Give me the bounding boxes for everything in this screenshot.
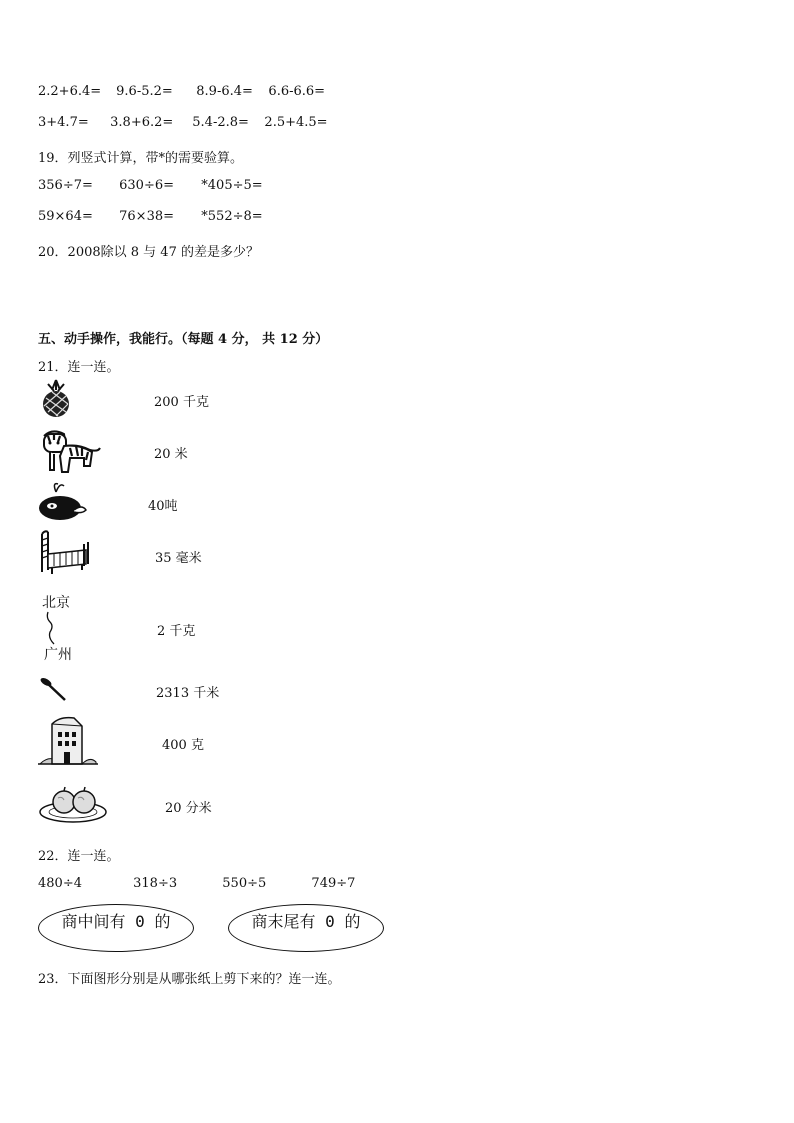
arith-item: 3.8+6.2= [110,115,174,130]
q22-expressions [38,876,355,891]
arith-row-2 [38,115,328,130]
value-label: 20 分米 [165,801,212,816]
calc-item: 356÷7= [38,178,93,193]
value-label: 200 千克 [154,395,209,410]
arith-row-1 [38,84,325,99]
value-label: 2 千克 [157,624,196,639]
arith-item: 6.6-6.6= [268,84,326,99]
q20-text: 20．2008除以 8 与 47 的差是多少？ [38,245,259,260]
arith-item: 2.2+6.4= [38,84,102,99]
whale-icon [38,480,88,522]
map-route-icon [40,610,70,646]
arith-item: 2.5+4.5= [264,115,328,130]
arith-item: 5.4-2.8= [192,115,249,130]
calc-item: 630÷6= [119,178,175,193]
building-icon [38,714,98,768]
q21-title: 21．连一连。 [38,360,120,375]
calc-item: *552÷8= [201,209,263,224]
q19-row-2 [38,209,263,224]
value-label: 40吨 [148,499,178,514]
map-label-guangzhou: 广州 [44,647,72,663]
expression: 749÷7 [311,876,356,891]
arith-item: 3+4.7= [38,115,89,130]
tiger-icon [38,428,102,476]
q23-text: 23．下面图形分别是从哪张纸上剪下来的？连一连。 [38,972,341,987]
pineapple-icon [38,378,74,418]
apples-plate-icon [38,784,108,824]
nail-icon [38,676,68,702]
map-label-beijing: 北京 [42,595,70,611]
section5-heading: 五、动手操作，我能行。（每题 4 分， 共 12 分） [38,332,329,347]
calc-item: 76×38= [119,209,175,224]
expression: 318÷3 [133,876,178,891]
value-label: 2313 千米 [156,686,220,701]
oval-end-zero[interactable]: 商末尾有 0 的 [228,904,384,952]
calc-item: *405÷5= [201,178,263,193]
arith-item: 9.6-5.2= [116,84,173,99]
calc-item: 59×64= [38,209,93,224]
expression: 550÷5 [222,876,267,891]
bed-icon [38,530,90,576]
value-label: 35 毫米 [155,551,202,566]
q22-title: 22．连一连。 [38,849,120,864]
arith-item: 8.9-6.4= [196,84,253,99]
expression: 480÷4 [38,876,82,891]
q19-row-1 [38,178,263,193]
value-label: 400 克 [162,738,204,753]
q19-title: 19．列竖式计算，带*的需要验算。 [38,151,244,166]
value-label: 20 米 [154,447,188,462]
oval-middle-zero[interactable]: 商中间有 0 的 [38,904,194,952]
